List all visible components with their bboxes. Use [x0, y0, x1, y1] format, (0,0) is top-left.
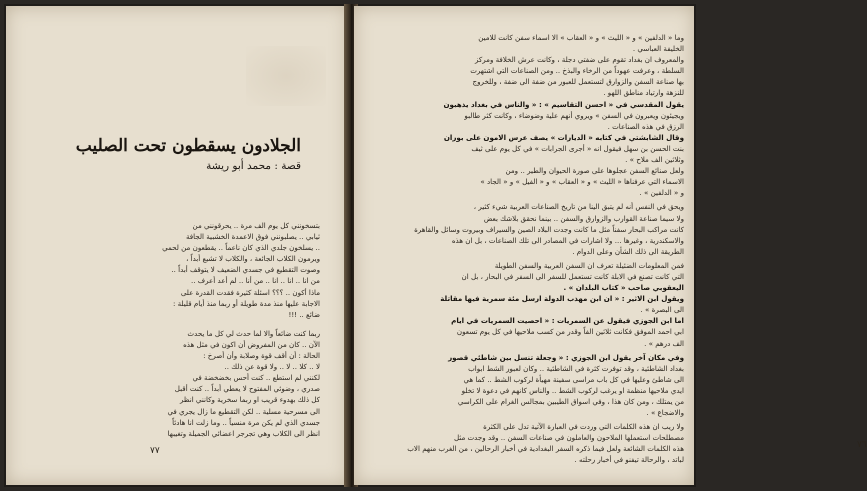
right-body-line: مصطلحات استعملها الملاحون والعاملون في صناعات السفن .. وقد وجدت مثل: [453, 433, 684, 443]
right-body-line: لباتد ، والرحالة تيفنو في أخبار رحلته .: [574, 455, 684, 465]
right-body-line: الرزق في هذه الصناعات .: [607, 121, 684, 131]
paper-stain: [246, 46, 326, 106]
story-heading: [75, 136, 301, 173]
left-body-line: الحالة : أن أقف قوة وصلابة وأن أصرخ :: [203, 351, 320, 361]
right-body-line: من يمتلك ، ومن كان هذا ، وفي اسواق الطيبين بمجالس الغرام على الكراسي: [457, 397, 684, 406]
right-page-body: [384, 32, 684, 466]
right-body-line: ويحق في النفس أنه لم يتبق الينا من تاريخ الصناعات العربية شيء كثير ،: [473, 202, 684, 212]
right-body-line: الف درهم » .: [644, 338, 684, 348]
left-body-line: انظر الى الكلاب وهي تجرجر اعضائي الجميلة وتغيبها: [167, 428, 320, 438]
left-body-line: جسدي الذي لم يكن مرة منسياً .. وما زلت انا هادئاً: [172, 417, 320, 427]
left-body-line: من انا .. انا .. انا .. من أنا .. لم أعد أعرف ..: [191, 276, 320, 286]
right-body-line: وثلاثين الف ملاح » .: [625, 155, 684, 165]
right-body-line: ايدي ملاحيها منظمة او يرغب لركوب الشط .. والناس كانهم في دعوة لا تخلو: [461, 385, 684, 395]
left-body-line: بتسخونني كل يوم الف مرة .. يحرقونني من: [192, 221, 320, 230]
right-body-line: وما « الدلفين » و « الليث » و « العقاب » الا اسماء سفن كانت للامين: [478, 33, 684, 42]
right-body-line: ويجيئون ويعبرون في السفن » ويروي أنهم علية وضوضاء ، وكانت كثر طالبو: [464, 110, 684, 120]
right-page: [354, 6, 867, 485]
left-body-line: الى مسرحية مسلية .. لكن التقطيع ما زال يجري في: [167, 406, 320, 416]
right-body-line: اليعقوبي صاحب « كتاب البلدان » .: [563, 283, 684, 293]
left-page: [6, 6, 348, 485]
left-body-line: كل ذلك بهدوء قريب او ربما سخرية وكانني انظر: [179, 395, 320, 405]
right-body-line: اما ابن الجوزي فيقول عن السمريات : « احصيت السمريات في ايام: [451, 316, 684, 326]
left-body-line: الآن .. كان من المفروض أن اكون في مثل هذه: [183, 339, 320, 349]
right-body-line: هذه الكلمات الشائعة ولعل فيما ذكره السفر البغدادية في أخبار الرحالين ، من الغرب منهم الاب: [407, 444, 684, 454]
right-body-line: ويقول ابن الاثير : « ان ابن مهذب الدولة ارسل مئة سمرية فيها مقاتلة: [440, 294, 684, 304]
right-body-line: والاضجاع » .: [646, 408, 684, 418]
right-body-line: وقال الشابشتي في كتابه « الديارات » يصف عرس الامون على بوران: [443, 132, 684, 142]
right-body-line: التي كانت تصنع في الابلة كانت تستعمل للسفر الى السفر في البحار ، بل ان: [461, 271, 684, 281]
left-body-line: ماذا أكون .. ؟؟؟ اسئلة كثيرة فقدت القدرة على: [180, 287, 320, 297]
paragraph-gap: [108, 320, 320, 328]
right-body-line: و « الدلفين » .: [639, 188, 684, 198]
left-body-line: .. يسلخون جلدي الذي كان ناعماً .. يقطعون من لحمي: [162, 243, 320, 253]
right-body-line: ولا سيما صناعة القوارب والزوارق والسفن .. بينما نحقق بلاشك بعض: [483, 213, 684, 223]
book-spread: [4, 4, 867, 487]
right-body-line: بغداد الشاطئية ، وقد توفرت كثرة في الشاطئية .. وكان لعبور الشط ابواب: [468, 363, 684, 373]
right-body-line: والمعروف ان بغداد تقوم على ضفتي دجلة ، وكانت عرش الخلافة ومركز: [474, 55, 684, 65]
left-body-line: الاجابة عليها منذ مدة طويلة أو ربما منذ أيام قليلة :: [172, 298, 320, 308]
right-body-line: الى البصرة » .: [640, 305, 684, 315]
right-body-line: الخليفة العباسي .: [632, 44, 684, 54]
page-number-right: ٧٦: [857, 440, 867, 450]
right-body-line: بها صناعة السفن والزوارق لتستعمل للعبور من ضفة الى ضفة ، وللخروج: [472, 77, 684, 87]
right-body-line: السلطة ، وعرفت عهوداً من الرخاء والبذخ .. ومن الصناعات التي اشتهرت: [470, 66, 684, 76]
left-page-body: [108, 220, 320, 439]
story-title: الجلادون يسقطون تحت الصليب: [75, 136, 301, 156]
right-body-line: ابي احمد الموفق فكانت ثلاثين الفاً وقدر من كسب ملاحيها في كل يوم تسعون: [456, 327, 684, 337]
left-body-line: لكنني لم استطع .. كنت أحس بخضخضة في: [192, 373, 320, 383]
left-body-line: ويرمون الكلاب الجائعة ، والكلاب لا تشبع أبداً ،: [186, 254, 320, 264]
right-body-line: للنزهة وارتياد مناطق اللهو .: [603, 88, 684, 98]
right-body-line: ولا ريب ان هذه الكلمات التي وردت في العبارة الآتية تدل على الكثرة: [483, 422, 684, 432]
right-body-line: وفي مكان آخر يقول ابن الجوزي : « وجعلة تنسل بين شاطئي قصور: [448, 352, 684, 362]
right-body-line: والاسكندرية ، وغيرها ... ولا اشارات في المصادر الى تلك الصناعات ، بل ان هذه: [451, 235, 684, 245]
right-body-line: فمن المعلومات الضئيلة تعرف ان السفن العربية والسفن الطويلة: [494, 260, 684, 270]
right-body-line: الاسماء التي عرفناها « الليث » و « العقاب » و « الفيل » و « الجاد »: [480, 177, 684, 187]
left-body-line: ثيابي .. يصلبونني فوق الاعمدة الخشبية الجافة: [185, 232, 320, 242]
left-body-line: صدري ، وضوئي المفتوح لا يعطي أبداً .. كنت أقبل: [174, 384, 320, 394]
page-number-left: ٧٧: [150, 446, 160, 456]
left-body-line: ضائع .. !!!: [288, 309, 320, 319]
right-body-line: بنت الحسن بن سهل فيقول انه « أجرى الجرابات » في كل يوم على ثيف: [471, 143, 684, 153]
right-body-line: الطريقة الى ذلك الشأن وعلى الدوام .: [572, 246, 684, 256]
left-body-line: ربما كنت ضائعاً والا لما حدث لي كل ما يحدث: [187, 328, 320, 338]
right-body-line: الى شاطئ وعليها في كل باب مراسى سفينة مهيأة لركوب الشط .. كما هي: [463, 374, 684, 384]
left-body-line: لا .. كلا .. لا .. ولا قوة عن ذلك ..: [224, 362, 320, 372]
left-body-line: وصوت التقطيع في جسدي الضعيف لا يتوقف أبداً ..: [171, 265, 320, 275]
story-author: قصة : محمد أبو ريشة: [206, 160, 301, 173]
right-body-line: ولعل صنائع السفن عجلوها على صورة الحيوان والطير .. ومن: [505, 166, 684, 176]
right-body-line: يقول المقدسي في « احسن التقاسيم » : « والناس في بغداد يذهبون: [443, 99, 684, 109]
right-body-line: كانت مراكب البحار سفناً مثل ما كانت وجدت البلاد الصين والسيراف وبيروت وسائل والقاهرة: [414, 224, 684, 234]
